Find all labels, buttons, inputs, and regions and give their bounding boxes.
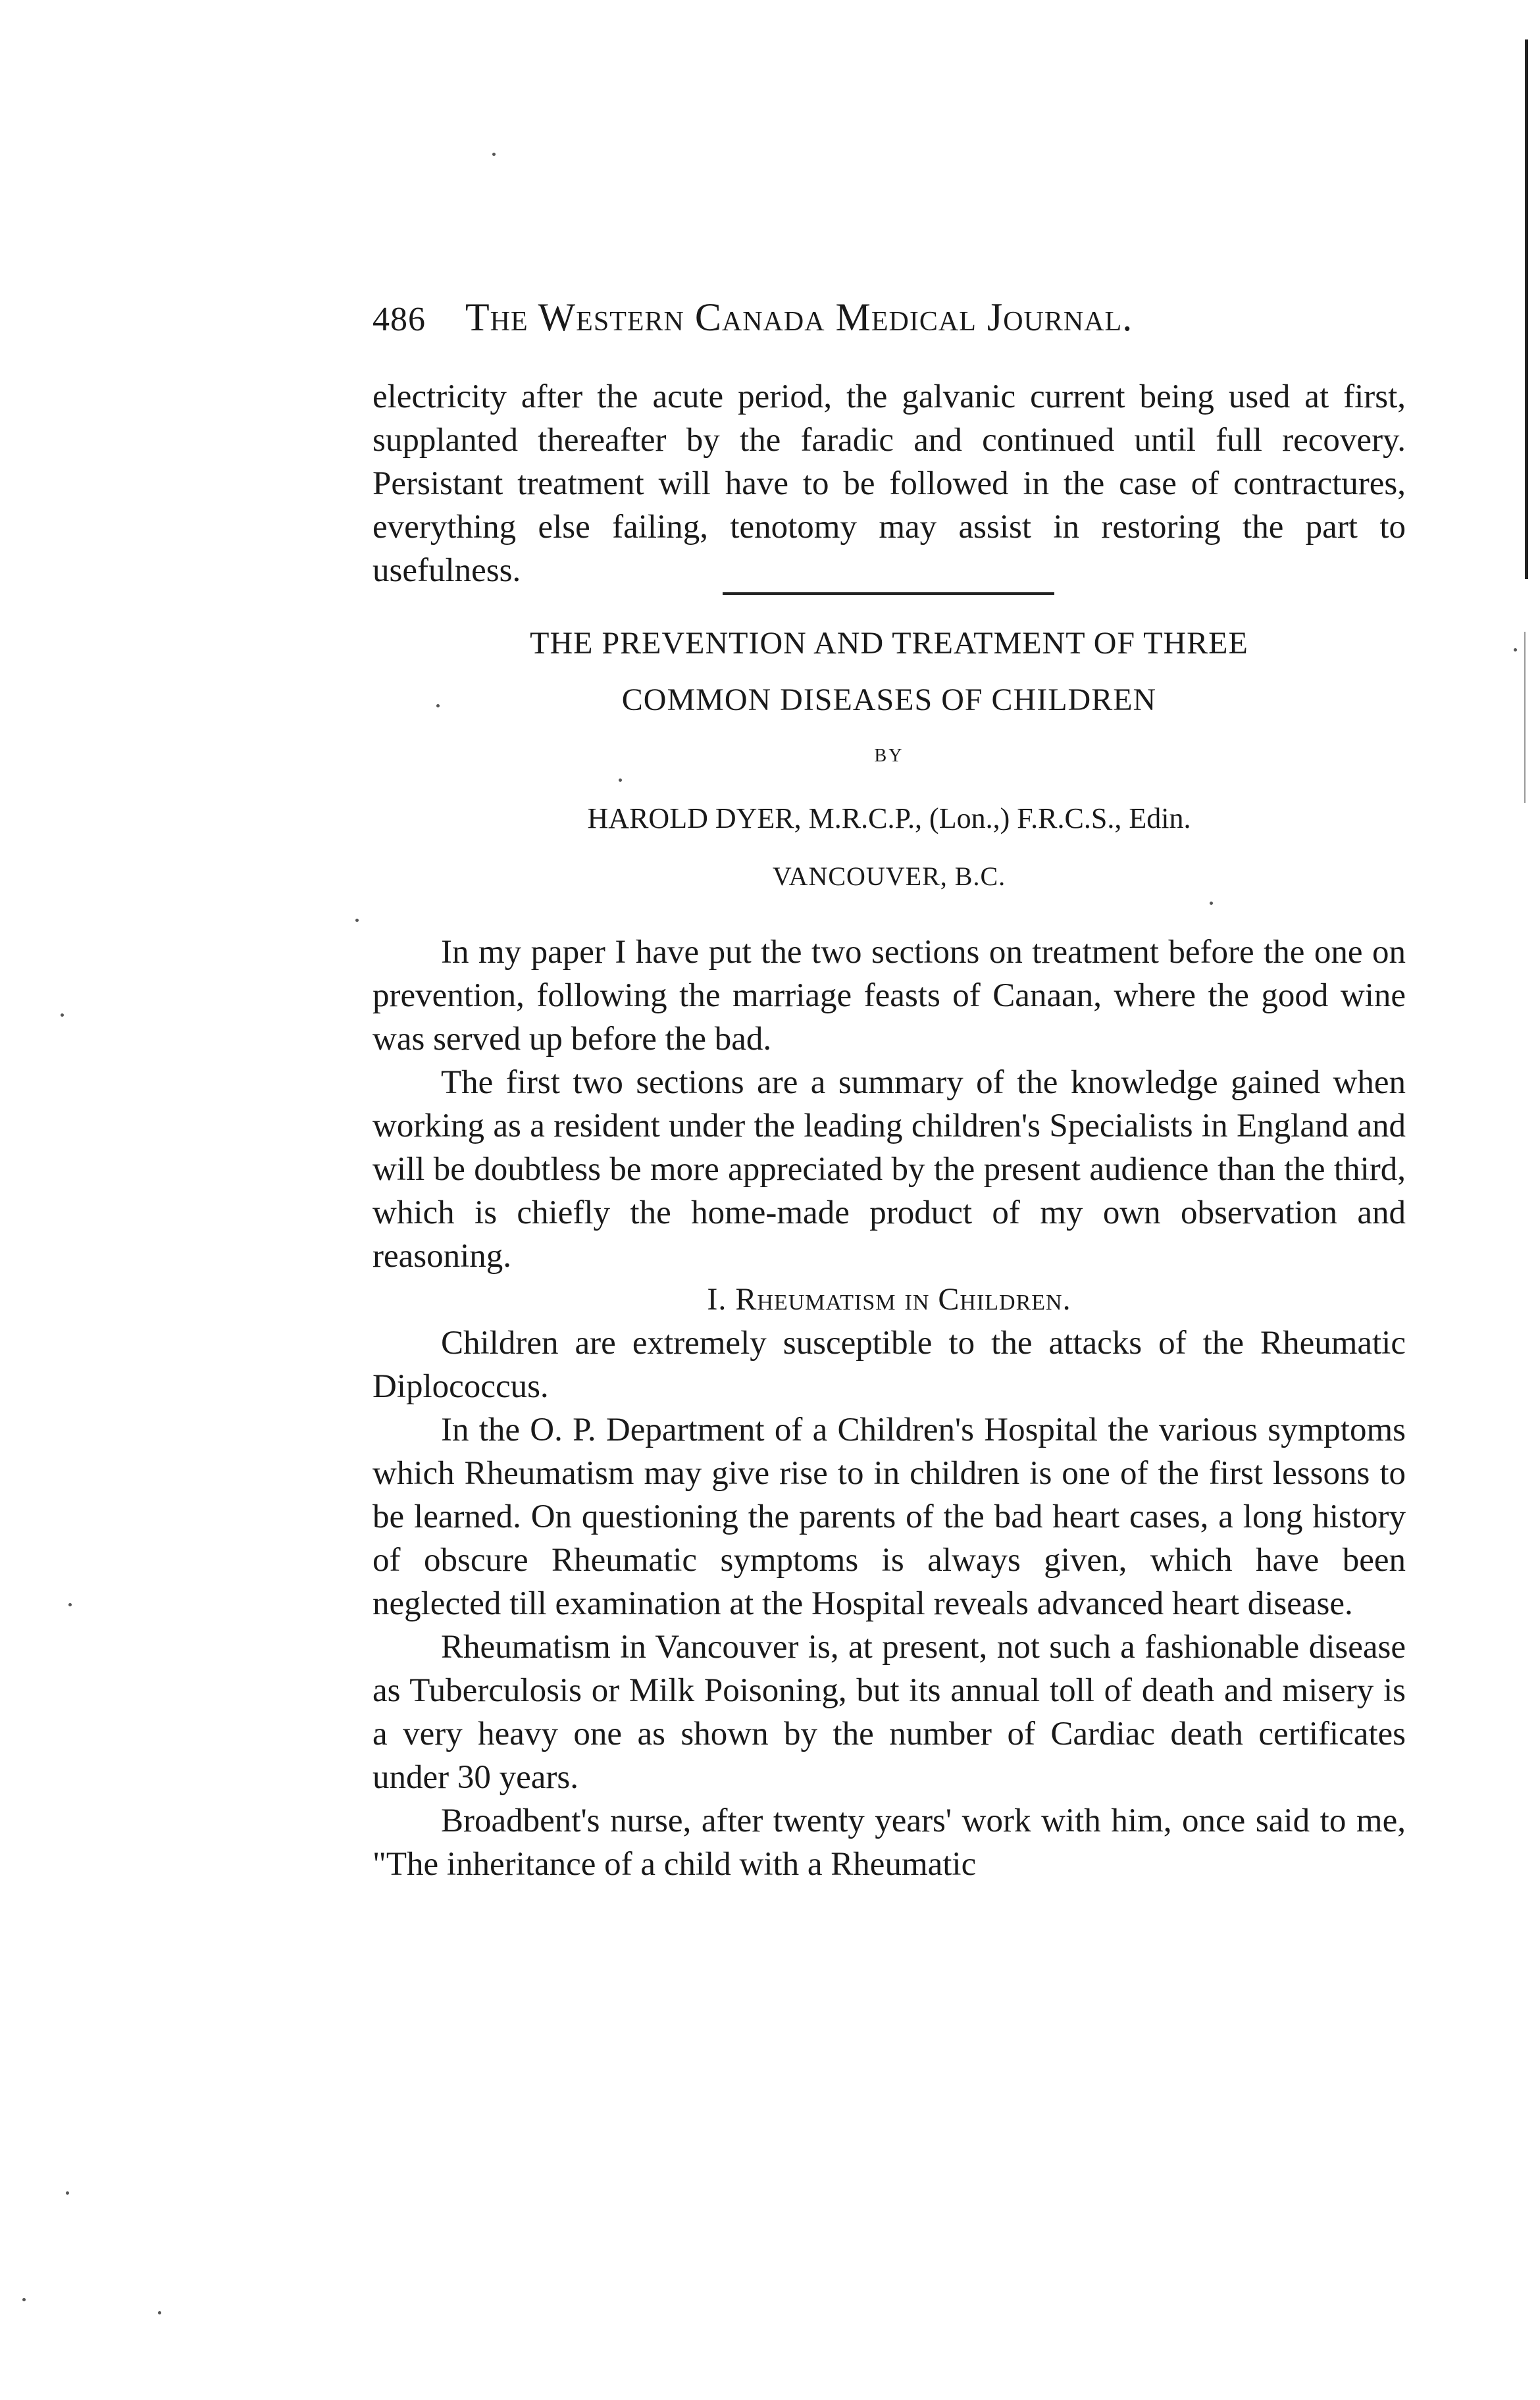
paragraph: Children are extremely susceptible to the attacks of the Rheumatic Diplococcus. [372, 1325, 1406, 1405]
scan-speck [158, 2311, 161, 2314]
article-title-line-2: COMMON DISEASES OF CHILDREN [621, 682, 1157, 717]
section-heading: I. Rheumatism in Children. [707, 1282, 1071, 1317]
scan-speck [61, 1013, 64, 1017]
paragraph: In the O. P. Department of a Children's Hospital the various symptoms which Rheumatism may give rise to in children is one of the first lessons to be learned. On questioning the parents of the bad heart cases, a long history of obscure Rheumatic symptoms is always given, which have been neglected till examination at the Hospital reveals advanced heart disease. [372, 1412, 1406, 1622]
scan-edge-line-faint [1524, 632, 1526, 803]
section-divider [723, 592, 1054, 595]
paragraph: Rheumatism in Vancouver is, at present, not such a fashionable disease as Tuberculosis or Milk Poisoning, but its annual toll of death and misery is a very heavy one as shown by the number of Cardiac death certificates under 30 years. [372, 1629, 1406, 1796]
scan-speck [436, 704, 440, 707]
scan-speck [355, 919, 359, 922]
byline: BY [874, 746, 904, 766]
scan-speck [1514, 648, 1517, 651]
paragraph: The first two sections are a summary of the knowledge gained when working as a resident under the leading children's Specialists in England and will be doubtless be more appreciated by the present audience than the third, which is chiefly the home-made product of my own observation and reasoning. [372, 1064, 1406, 1275]
scan-speck [1210, 902, 1213, 905]
article-body [372, 931, 1406, 1886]
article-title-line-1: THE PREVENTION AND TREATMENT OF THREE [530, 626, 1248, 661]
author: HAROLD DYER, M.R.C.P., (Lon.,) F.R.C.S., Edin. [587, 802, 1191, 834]
running-head [372, 295, 1281, 340]
opening-paragraph: electricity after the acute period, the galvanic current being used at first, supplanted thereafter by the faradic and continued until full recovery. Persistant treatment will have to be followed in the case of contractures, everything else failing, tenotomy may assist in restoring the part to usefulness. [372, 378, 1406, 589]
author-location: VANCOUVER, B.C. [772, 861, 1006, 891]
journal-title: The Western Canada Medical Journal. [465, 295, 1133, 339]
paragraph: Broadbent's nurse, after twenty years' work with him, once said to me, "The inheritance of a child with a Rheumatic [372, 1802, 1406, 1883]
paragraph: In my paper I have put the two sections on treatment before the one on prevention, following the marriage feasts of Canaan, where the good wine was served up before the bad. [372, 934, 1406, 1058]
scan-speck [22, 2298, 26, 2301]
scan-speck [492, 153, 496, 156]
scan-speck [619, 779, 622, 782]
page-number: 486 [372, 301, 426, 338]
scan-speck [66, 2191, 69, 2195]
scan-speck [68, 1603, 72, 1606]
scan-edge-line [1525, 39, 1528, 579]
